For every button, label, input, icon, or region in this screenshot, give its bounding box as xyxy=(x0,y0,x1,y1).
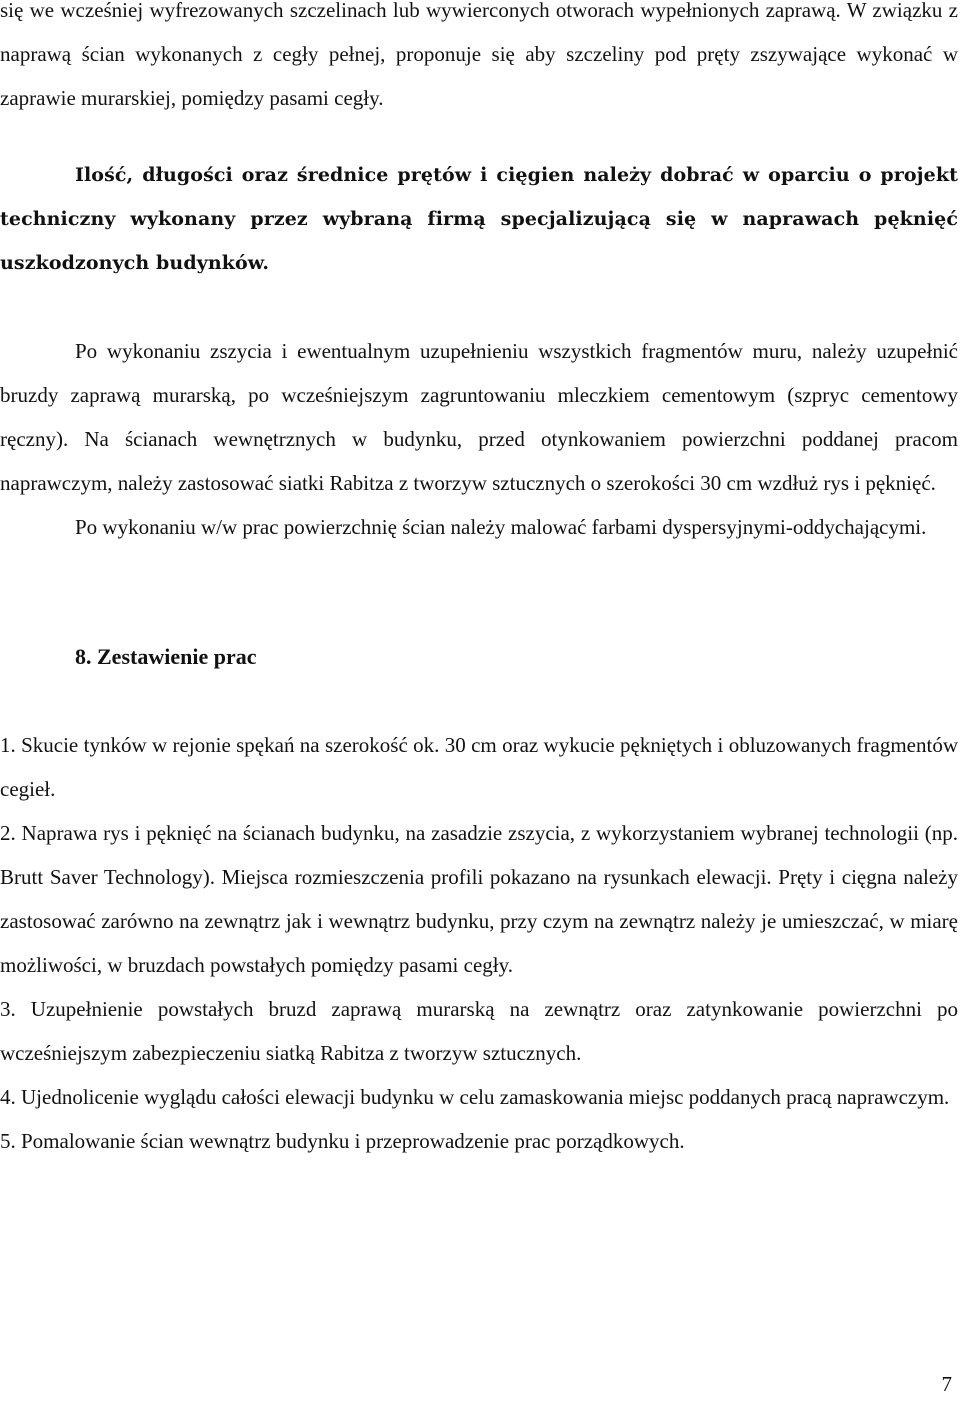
paragraph-painting: Po wykonaniu w/w prac powierzchnię ścian należy malować farbami dyspersyjnymi-oddychającymi. xyxy=(75,515,927,539)
list-item: 2. Naprawa rys i pęknięć na ścianach budynku, na zasadzie zszycia, z wykorzystaniem wybranej technologii (np. Brutt Saver Technology). Miejsca rozmieszczenia profili pokazano na rysunkach elewacji. Pręty i cięgna należy zastosować zarówno na zewnątrz jak i wewnątrz budynku, przy czym na zewnątrz należy je umieszczać, w miarę możliwości, w bruzdach powstałych pomiędzy pasami cegły. xyxy=(0,821,958,977)
work-list xyxy=(0,723,958,1163)
list-item: 1. Skucie tynków w rejonie spękań na szerokość ok. 30 cm oraz wykucie pękniętych i obluzowanych fragmentów cegieł. xyxy=(0,733,958,801)
list-item: 5. Pomalowanie ścian wewnątrz budynku i przeprowadzenie prac porządkowych. xyxy=(0,1129,685,1153)
list-item: 3. Uzupełnienie powstałych bruzd zaprawą murarską na zewnątrz oraz zatynkowanie powierzchni po wcześniejszym zabezpieczeniu siatką Rabitza z tworzyw sztucznych. xyxy=(0,997,958,1065)
list-item: 4. Ujednolicenie wyglądu całości elewacji budynku w celu zamaskowania miejsc poddanych pracą naprawczym. xyxy=(0,1085,950,1109)
paragraph-filling-grooves: Po wykonaniu zszycia i ewentualnym uzupełnieniu wszystkich fragmentów muru, należy uzupełnić bruzdy zaprawą murarską, po wcześniejszym zagruntowaniu mleczkiem cementowym (szpryc cementowy ręczny). Na ścianach wewnętrznych w budynku, przed otynkowaniem powierzchni poddanej pracom naprawczym, należy zastosować siatki Rabitza z tworzyw sztucznych o szerokości 30 cm wzdłuż rys i pęknięć. xyxy=(0,339,958,495)
page-number: 7 xyxy=(941,1372,952,1396)
paragraph-continuation: się we wcześniej wyfrezowanych szczelinach lub wywierconych otworach wypełnionych zaprawą. W związku z naprawą ścian wykonanych z cegły pełnej, proponuje się aby szczeliny pod pręty zszywające wykonać w zaprawie murarskiej, pomiędzy pasami cegły. xyxy=(0,0,958,110)
section-title: 8. Zestawienie prac xyxy=(75,644,257,669)
paragraph-bold-note: Ilość, długości oraz średnice prętów i cięgien należy dobrać w oparciu o projekt techniczny wykonany przez wybraną firmą specjalizującą się w naprawach pęknięć uszkodzonych budynków. xyxy=(0,164,958,274)
